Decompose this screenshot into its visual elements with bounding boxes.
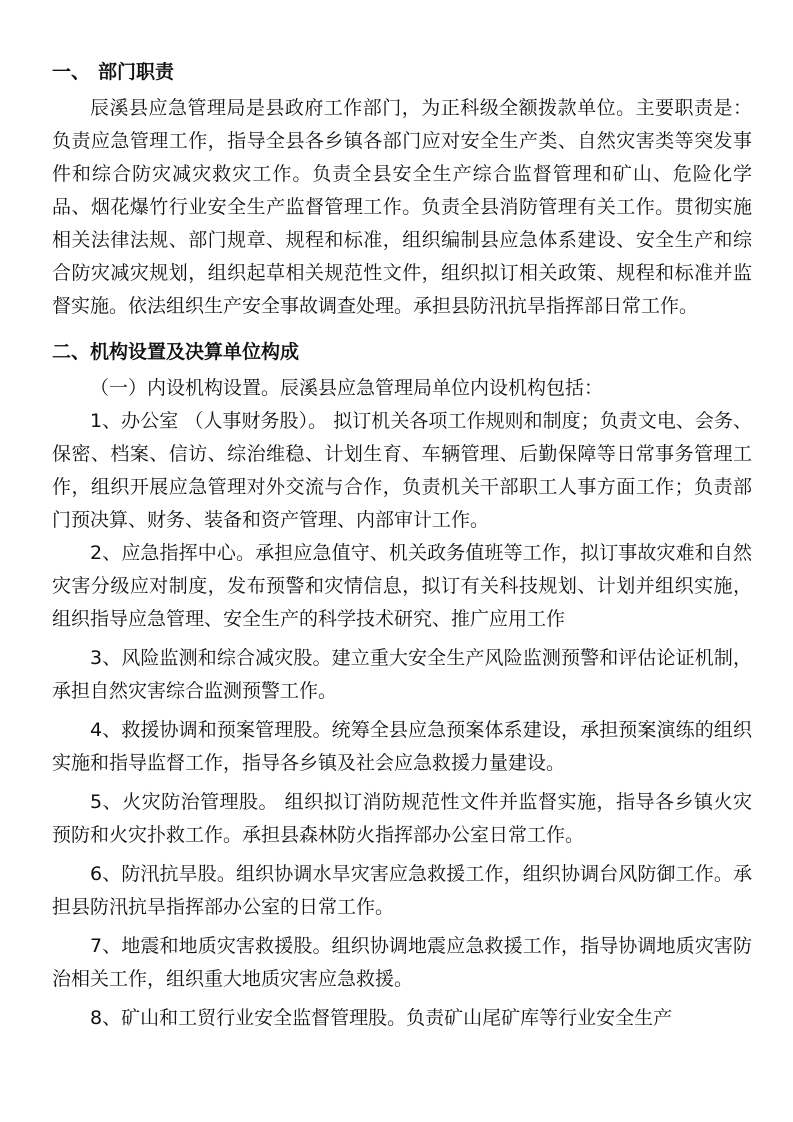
section-heading-duties — [52, 52, 752, 92]
org-item-risk-monitoring: 3、风险监测和综合减灾股。建立重大安全生产风险监测预警和评估论证机制，承担自然灾害综合监测预警工作。 — [52, 647, 752, 702]
section-number: 一、 — [52, 61, 91, 83]
org-item-flood-drought: 6、防汛抗旱股。组织协调水旱灾害应急救援工作，组织协调台风防御工作。承担县防汛抗旱指挥部办公室的日常工作。 — [52, 863, 752, 918]
org-item-command-center: 2、应急指挥中心。承担应急值守、机关政务值班等工作，拟订事故灾难和自然灾害分级应对制度，发布预警和灾情信息，拟订有关科技规划、计划并组织实施，组织指导应急管理、安全生产的科学技术研究、推广应用工作 — [52, 542, 752, 630]
document-page — [52, 52, 752, 1035]
org-item-earthquake-geology: 7、地震和地质灾害救援股。组织协调地震应急救援工作，指导协调地质灾害防治相关工作，组织重大地质灾害应急救援。 — [52, 935, 752, 990]
org-item-mining-industry: 8、矿山和工贸行业安全监督管理股。负责矿山尾矿库等行业安全生产 — [90, 1007, 673, 1029]
section-title: 部门职责 — [98, 61, 175, 83]
duties-paragraph: 辰溪县应急管理局是县政府工作部门，为正科级全额拨款单位。主要职责是：负责应急管理工作，指导全县各乡镇各部门应对安全生产类、自然灾害类等突发事件和综合防灾减灾救灾工作。负责全县安全生产综合监督管理和矿山、危险化学品、烟花爆竹行业安全生产监督管理工作。负责全县消防管理有关工作。贯彻实施相关法律法规、部门规章、规程和标准，组织编制县应急体系建设、安全生产和综合防灾减灾规划，组织起草相关规范性文件，组织拟订相关政策、规程和标准并监督实施。依法组织生产安全事故调查处理。承担县防汛抗旱指挥部日常工作。 — [52, 97, 752, 317]
organization-intro: （一）内设机构设置。辰溪县应急管理局单位内设机构包括： — [90, 377, 604, 399]
org-item-office: 1、办公室 （人事财务股）。 拟订机关各项工作规则和制度；负责文电、会务、保密、档案、信访、综治维稳、计划生育、车辆管理、后勤保障等日常事务管理工作，组织开展应急管理对外交流与合作，负责机关干部职工人事方面工作；负责部门预决算、财务、装备和资产管理、内部审计工作。 — [52, 410, 752, 531]
org-item-fire-prevention: 5、火灾防治管理股。 组织拟订消防规范性文件并监督实施，指导各乡镇火灾预防和火灾扑救工作。承担县森林防火指挥部办公室日常工作。 — [52, 791, 752, 846]
section-heading-organization: 二、机构设置及决算单位构成 — [52, 341, 300, 363]
org-item-rescue-coordination: 4、救援协调和预案管理股。统筹全县应急预案体系建设，承担预案演练的组织实施和指导监督工作，指导各乡镇及社会应急救援力量建设。 — [52, 719, 752, 774]
